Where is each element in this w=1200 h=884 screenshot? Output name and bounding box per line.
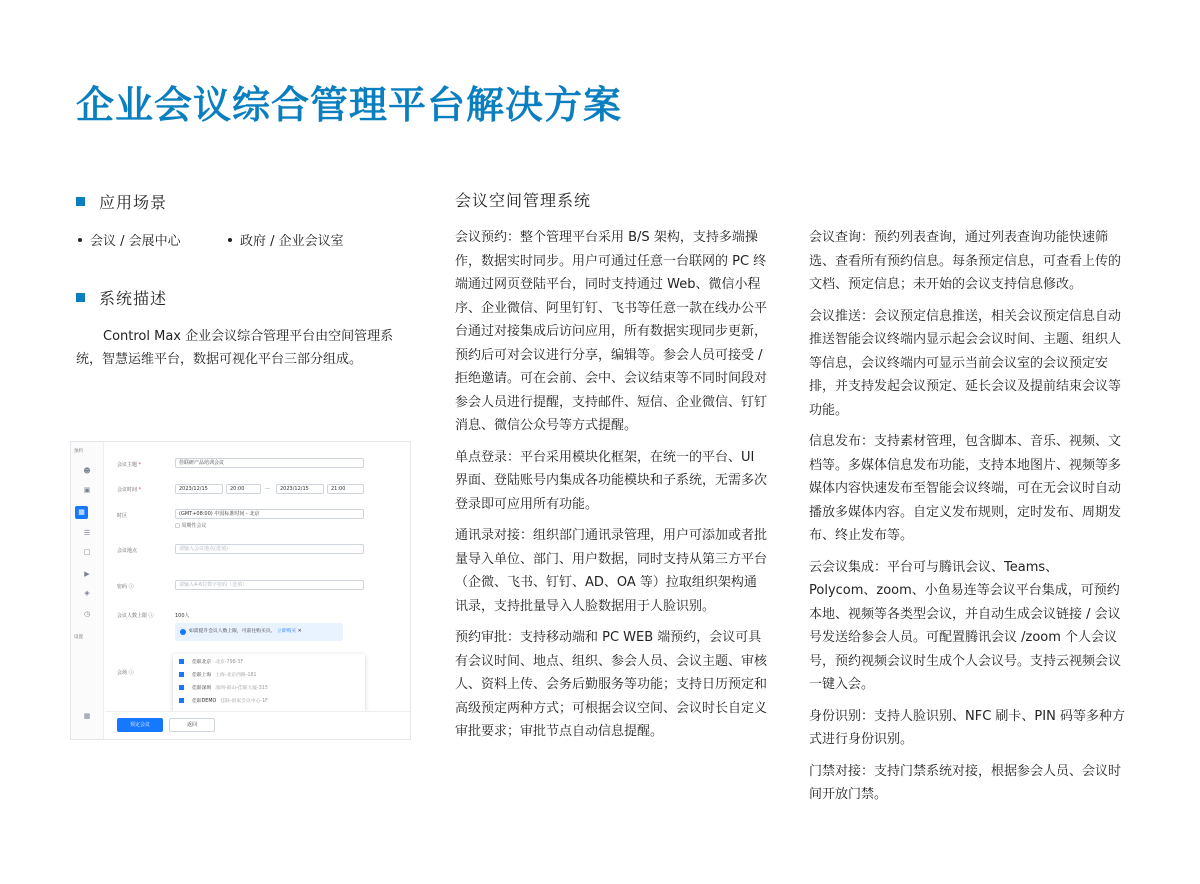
booking-form — [105, 442, 410, 739]
list-item: 会议 / 会展中心 — [78, 230, 228, 249]
range-dash: — — [265, 486, 270, 492]
end-time-select[interactable]: 21:00 — [327, 484, 364, 494]
back-button[interactable]: 返回 — [169, 718, 215, 732]
list-item: 政府 / 企业会议室 — [228, 230, 344, 249]
calendar-icon[interactable]: ▦ — [75, 506, 88, 519]
document-icon[interactable]: □ — [83, 548, 91, 556]
booking-form-screenshot — [70, 441, 411, 740]
password-input[interactable]: 请输入4-6位数字密码（选填） — [175, 580, 364, 590]
page-title: 企业会议综合管理平台解决方案 — [76, 83, 623, 127]
section-marker — [76, 197, 85, 206]
form-footer — [105, 711, 410, 739]
feature-paragraph: 身份识别：支持人脸识别、NFC 刷卡、PIN 码等多种方式进行身份识别。 — [809, 708, 1125, 747]
location-input[interactable]: 请输入会议地点(选填) — [175, 544, 364, 554]
upgrade-tip: 如需提升会议人数上限，可前往购买页。 立即购买 ✕ — [175, 623, 343, 641]
description-heading — [76, 286, 167, 309]
scenarios-heading-text: 应用场景 — [99, 193, 168, 212]
list-item[interactable]: 佳联DEMO 佳联-国家会议中心-1F — [179, 697, 268, 704]
feature-column-middle — [455, 226, 769, 752]
list-item[interactable]: 佳联北京 北京-798-3F — [179, 658, 243, 665]
timezone-label: 时区 — [117, 513, 128, 519]
feature-paragraph: 单点登录：平台采用模块化框架，在统一的平台、UI 界面、登陆账号内集成各功能模块和子系统，无需多次登录即可应用所有功能。 — [455, 449, 768, 512]
list-item[interactable]: 佳联上海 上海-北京西路-181 — [179, 671, 257, 678]
recurring-checkbox[interactable]: □ 周期性会议 — [175, 523, 207, 529]
subsystem-title: 会议空间管理系统 — [455, 191, 592, 210]
layers-icon[interactable]: ◈ — [84, 589, 90, 597]
start-time-select[interactable]: 20:00 — [226, 484, 261, 494]
grid-icon[interactable]: ▦ — [83, 712, 91, 720]
description-heading-text: 系统描述 — [99, 289, 168, 308]
info-icon — [180, 629, 186, 635]
side-rail — [71, 442, 104, 739]
video-icon[interactable]: ▶ — [84, 570, 90, 578]
feature-paragraph: 通讯录对接：组织部门通讯录管理，用户可添加或者批量导入单位、部门、用户数据，同时支持从第三方平台（企微、飞书、钉钉、AD、OA 等）拉取组织架构通讯录，支持批量导入人脸数据用于人脸识别。 — [455, 528, 768, 614]
bullet-icon — [228, 238, 232, 242]
close-icon[interactable]: ✕ — [297, 629, 302, 634]
venue-dropdown[interactable] — [173, 654, 365, 714]
bullet-icon — [78, 238, 82, 242]
topic-label: 会议主题 * — [117, 462, 142, 468]
location-label: 会议地点 — [117, 548, 138, 554]
capacity-label: 会议人数上限 ⓘ — [117, 613, 154, 619]
scenario-list — [78, 230, 344, 249]
rail-label: 预约 — [74, 449, 83, 454]
feature-paragraph: 会议查询：预约列表查询，通过列表查询功能快速筛选、查看所有预约信息。每条预定信息，可查看上传的文档、预定信息；未开始的会议支持信息修改。 — [809, 230, 1122, 292]
topic-input[interactable]: 佳联研产品培训会议 — [175, 458, 364, 468]
clock-icon[interactable]: ◷ — [83, 610, 91, 618]
feature-paragraph: 预约审批：支持移动端和 PC WEB 端预约，会议可具有会议时间、地点、组织、参会人员、会议主题、审核人、资料上传、会务后勤服务等功能；支持日历预定和高级预定两种方式；可根据会议空间、会议时长自定义审批要求；审批节点自动信息提醒。 — [455, 630, 768, 739]
section-marker — [76, 293, 85, 302]
end-date-input[interactable]: 2023/12/15 — [276, 484, 324, 494]
scenarios-heading — [76, 190, 167, 213]
system-description: Control Max 企业会议综合管理平台由空间管理系统，智慧运维平台，数据可视化平台三部分组成。 — [76, 329, 394, 367]
venue-label: 会场 ⓘ — [117, 670, 134, 676]
user-icon[interactable]: ☻ — [83, 467, 91, 475]
timezone-select[interactable]: (GMT+08:00) 中国标准时间 - 北京 — [175, 509, 364, 519]
time-label: 会议时间 * — [117, 487, 142, 493]
list-icon[interactable]: ☰ — [83, 529, 91, 537]
feature-paragraph: 会议预约：整个管理平台采用 B/S 架构，支持多端操作，数据实时同步。用户可通过任意一台联网的 PC 终端通过网页登陆平台，同时支持通过 Web、微信小程序、企业微信、阿里钉钉、飞书等任意一款在线办公平台通过对接集成后访问应用，所有数据实现同步更新，预约后可对会议进行分享，编辑等。参会人员可接受 / 拒绝邀请。可在会前、会中、会议结束等不同时间段对参会人员进行提醒，支持邮件、短信、企业微信、钉钉消息、微信公众号等方式提醒。 — [455, 230, 768, 433]
start-date-input[interactable]: 2023/12/15 — [175, 484, 223, 494]
rail-label: 设置 — [74, 635, 83, 640]
capacity-value: 100人 — [175, 613, 190, 619]
feature-paragraph: 会议推送：会议预定信息推送，相关会议预定信息自动推送智能会议终端内显示起会会议时间、主题、组织人等信息，会议终端内可显示当前会议室的会议预定安排，并支持发起会议预定、延长会议及提前结束会议等功能。 — [809, 308, 1122, 418]
password-label: 密码 ⓘ — [117, 584, 134, 590]
buy-link[interactable]: 立即购买 — [276, 629, 297, 634]
feature-paragraph: 云会议集成：平台可与腾讯会议、Teams、Polycom、zoom、小鱼易连等会议平台集成，可预约本地、视频等各类型会议，并自动生成会议链接 / 会议号发送给参会人员。可配置腾讯会议 /zoom 个人会议号，预约视频会议时生成个人会议号。支持云视频会议一键入会。 — [809, 559, 1122, 692]
feature-paragraph: 门禁对接：支持门禁系统对接，根据参会人员、会议时间开放门禁。 — [809, 763, 1122, 802]
submit-button[interactable]: 预定会议 — [117, 718, 163, 732]
feature-paragraph: 信息发布：支持素材管理，包含脚本、音乐、视频、文档等。多媒体信息发布功能，支持本地图片、视频等多媒体内容快速发布至智能会议终端，可在无会议时自动播放多媒体内容。自定义发布规则，定时发布、周期发布、终止发布等。 — [809, 434, 1122, 543]
list-item[interactable]: 佳联深圳 深圳-南山-佳联大厦-315 — [179, 684, 268, 691]
feature-column-right — [809, 226, 1125, 815]
monitor-icon[interactable]: ▣ — [83, 486, 91, 494]
